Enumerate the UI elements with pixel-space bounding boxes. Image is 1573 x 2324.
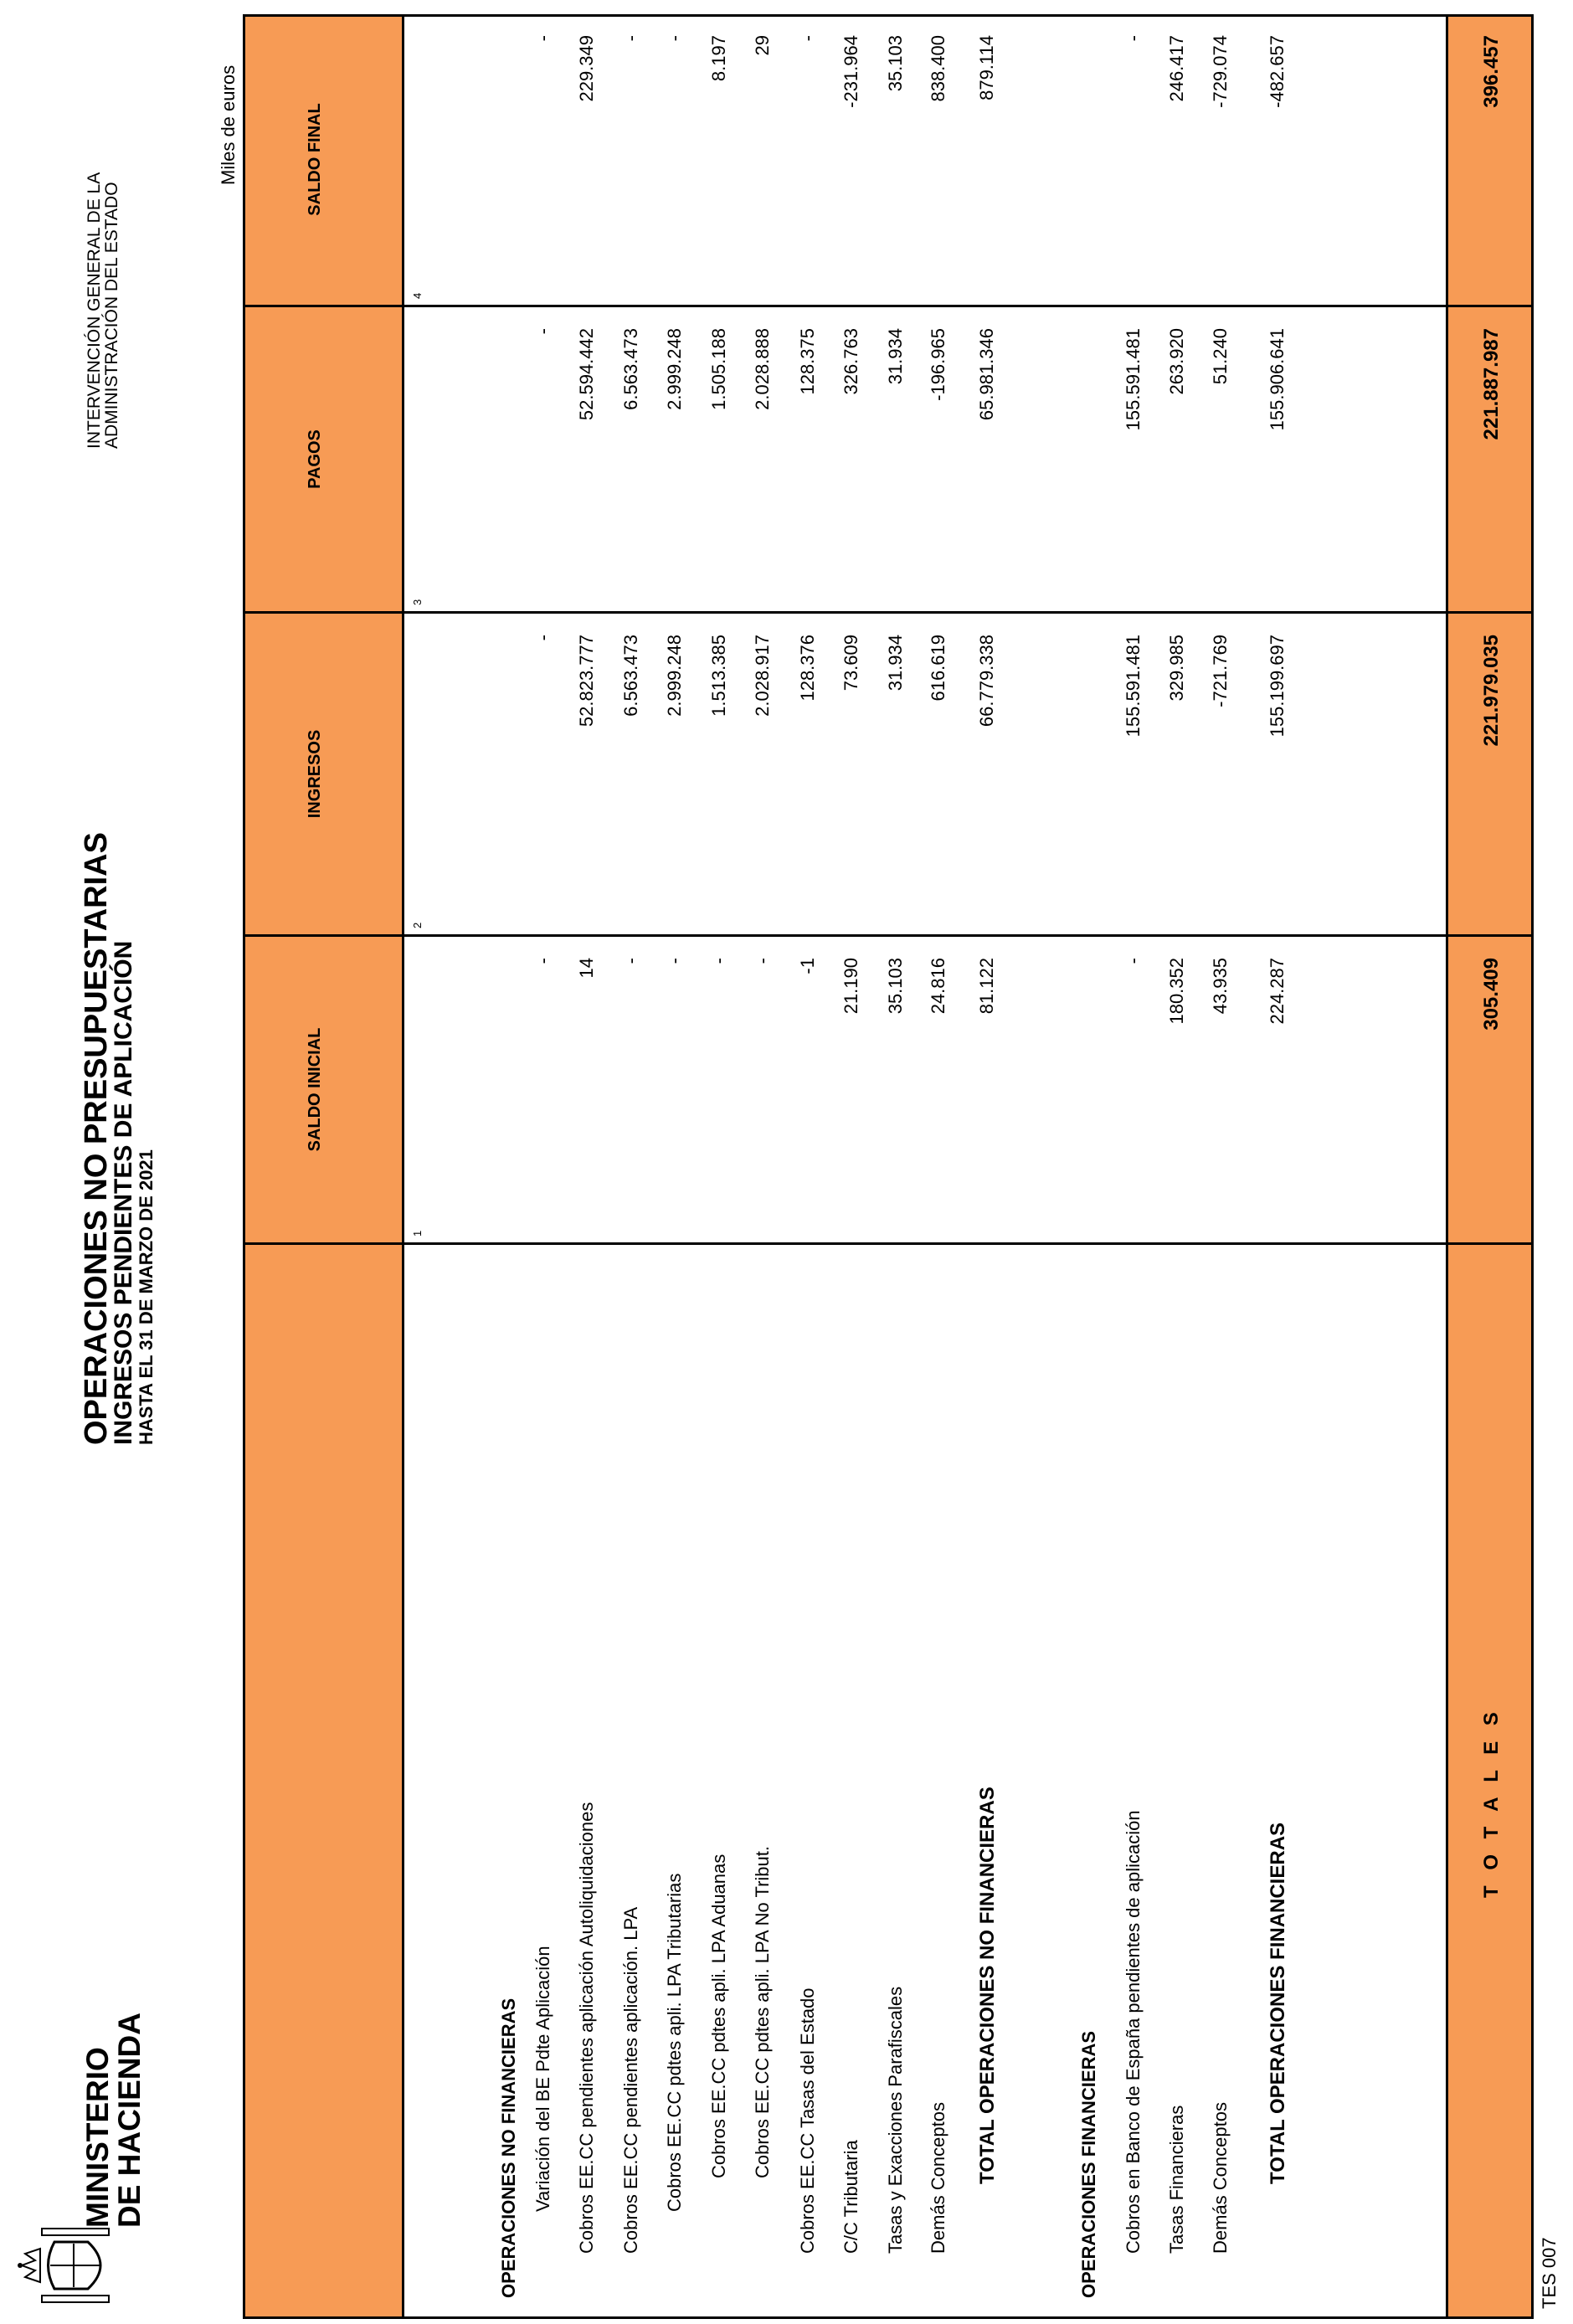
cell-value: 180.352 <box>1166 958 1187 1025</box>
cell-value: 838.400 <box>928 35 948 102</box>
row-label: Demás Conceptos <box>1210 2102 1231 2254</box>
cell-value: -196.965 <box>928 328 948 401</box>
row-label: Tasas y Exacciones Parafiscales <box>885 1986 906 2254</box>
cell-value: 81.122 <box>976 958 997 1015</box>
title-line2: INGRESOS PENDIENTES DE APLICACIÓN <box>110 940 137 1445</box>
column-number: 3 <box>411 599 424 605</box>
cell-value: 52.594.442 <box>576 328 597 421</box>
cell-value: 65.981.346 <box>976 328 997 421</box>
row-label: C/C Tributaria <box>840 2140 861 2254</box>
cell-value: 879.114 <box>976 35 997 100</box>
cell-value: 66.779.338 <box>976 635 997 728</box>
cell-value: 1.513.385 <box>708 635 729 717</box>
ministry-line1: MINISTERIO <box>80 2047 115 2228</box>
column-header-saldo-inicial: SALDO INICIAL <box>306 1027 324 1152</box>
cell-value: 229.349 <box>576 35 597 102</box>
row-label: Cobros en Banco de España pendientes de aplicación <box>1123 1810 1144 2254</box>
column-number: 4 <box>411 292 424 299</box>
cell-value: 73.609 <box>840 635 861 692</box>
cell-value: 31.934 <box>885 328 906 385</box>
cell-value: 35.103 <box>885 958 906 1015</box>
cell-value: 128.375 <box>797 328 818 395</box>
column-divider <box>245 611 1531 614</box>
cell-value: 8.197 <box>708 35 729 82</box>
report-code: TES 007 <box>1539 2237 1560 2309</box>
organization-name <box>85 172 121 449</box>
row-label: TOTAL OPERACIONES FINANCIERAS <box>1267 1822 1289 2184</box>
row-label: Demás Conceptos <box>928 2102 948 2254</box>
total-pagos: 221.887.987 <box>1480 328 1503 440</box>
header-divider <box>402 17 404 2316</box>
row-label: Tasas Financieras <box>1166 2105 1187 2254</box>
row-label: Cobros EE.CC pdtes apli. LPA Tributarias <box>664 1873 685 2212</box>
row-label: Cobros EE.CC pendientes aplicación. LPA <box>620 1906 641 2254</box>
cell-value: 2.028.888 <box>752 328 773 410</box>
cell-value: 29 <box>752 35 773 56</box>
totals-label: T O T A L E S <box>1480 1707 1503 1898</box>
cell-value: 51.240 <box>1210 328 1231 385</box>
cell-value: 6.563.473 <box>620 328 641 410</box>
total-saldo-final: 396.457 <box>1480 35 1503 108</box>
cell-value: 2.999.248 <box>664 328 685 410</box>
totals-divider <box>1446 17 1448 2316</box>
cell-value: 246.417 <box>1166 35 1187 102</box>
cell-value: -231.964 <box>840 35 861 108</box>
cell-value: 263.920 <box>1166 328 1187 395</box>
column-divider <box>245 305 1531 307</box>
column-header-pagos: PAGOS <box>306 429 324 489</box>
cell-value: - <box>708 958 729 964</box>
cell-value: - <box>1123 958 1144 964</box>
cell-value: -1 <box>797 958 818 974</box>
cell-value: 52.823.777 <box>576 635 597 728</box>
header-band <box>245 17 404 2316</box>
cell-value: -482.657 <box>1267 35 1288 108</box>
row-label: Cobros EE.CC pdtes apli. LPA Aduanas <box>708 1854 729 2178</box>
row-label: Cobros EE.CC pdtes apli. LPA No Tribut. <box>752 1846 773 2178</box>
org-line1: INTERVENCIÓN GENERAL DE LA <box>85 172 104 449</box>
total-ingresos: 221.979.035 <box>1480 635 1503 747</box>
cell-value: 6.563.473 <box>620 635 641 717</box>
cell-value: - <box>532 35 553 42</box>
cell-value: 43.935 <box>1210 958 1231 1015</box>
title-line3: HASTA EL 31 DE MARZO DE 2021 <box>136 1149 157 1445</box>
cell-value: - <box>532 635 553 641</box>
cell-value: 1.505.188 <box>708 328 729 410</box>
cell-value: 2.999.248 <box>664 635 685 717</box>
cell-value: - <box>797 35 818 42</box>
ministry-line2: DE HACIENDA <box>112 2013 147 2228</box>
cell-value: 128.376 <box>797 635 818 702</box>
cell-value: 155.906.641 <box>1267 328 1288 431</box>
cell-value: 326.763 <box>840 328 861 395</box>
cell-value: - <box>664 35 685 42</box>
title-line1: OPERACIONES NO PRESUPUESTARIAS <box>79 832 114 1445</box>
data-table <box>243 14 1534 2319</box>
cell-value: - <box>664 958 685 964</box>
column-header-ingresos: INGRESOS <box>306 729 324 819</box>
org-line2: ADMINISTRACIÓN DEL ESTADO <box>102 182 121 449</box>
cell-value: - <box>1123 35 1144 42</box>
column-number: 1 <box>411 1230 424 1237</box>
cell-value: 155.591.481 <box>1123 635 1144 738</box>
row-label: OPERACIONES FINANCIERAS <box>1078 2030 1099 2298</box>
cell-value: - <box>620 958 641 964</box>
cell-value: 35.103 <box>885 35 906 92</box>
units-label: Miles de euros <box>218 64 239 185</box>
total-saldo-inicial: 305.409 <box>1480 958 1503 1031</box>
cell-value: - <box>620 35 641 42</box>
column-header-saldo-final: SALDO FINAL <box>306 103 324 216</box>
cell-value: 2.028.917 <box>752 635 773 717</box>
cell-value: 14 <box>576 958 597 979</box>
cell-value: - <box>752 958 773 964</box>
row-label: Cobros EE.CC Tasas del Estado <box>797 1987 818 2254</box>
column-divider <box>245 934 1531 937</box>
cell-value: 155.591.481 <box>1123 328 1144 431</box>
row-label: Variación del BE Pdte Aplicación <box>532 1946 553 2212</box>
row-label: TOTAL OPERACIONES NO FINANCIERAS <box>976 1787 999 2184</box>
coat-of-arms-icon <box>17 2225 117 2306</box>
cell-value: 224.287 <box>1267 958 1288 1025</box>
cell-value: - <box>532 958 553 964</box>
cell-value: 329.985 <box>1166 635 1187 702</box>
cell-value: 24.816 <box>928 958 948 1015</box>
cell-value: 616.619 <box>928 635 948 702</box>
cell-value: 155.199.697 <box>1267 635 1288 738</box>
cell-value: -721.769 <box>1210 635 1231 707</box>
cell-value: -729.074 <box>1210 35 1231 108</box>
report-title <box>79 832 157 1445</box>
cell-value: - <box>532 328 553 335</box>
cell-value: 21.190 <box>840 958 861 1015</box>
row-label: OPERACIONES NO FINANCIERAS <box>498 1998 519 2298</box>
column-number: 2 <box>411 922 424 928</box>
row-label: Cobros EE.CC pendientes aplicación Autoliquidaciones <box>576 1802 597 2254</box>
ministry-name <box>82 2013 146 2228</box>
cell-value: 31.934 <box>885 635 906 692</box>
column-divider <box>245 1242 1531 1245</box>
